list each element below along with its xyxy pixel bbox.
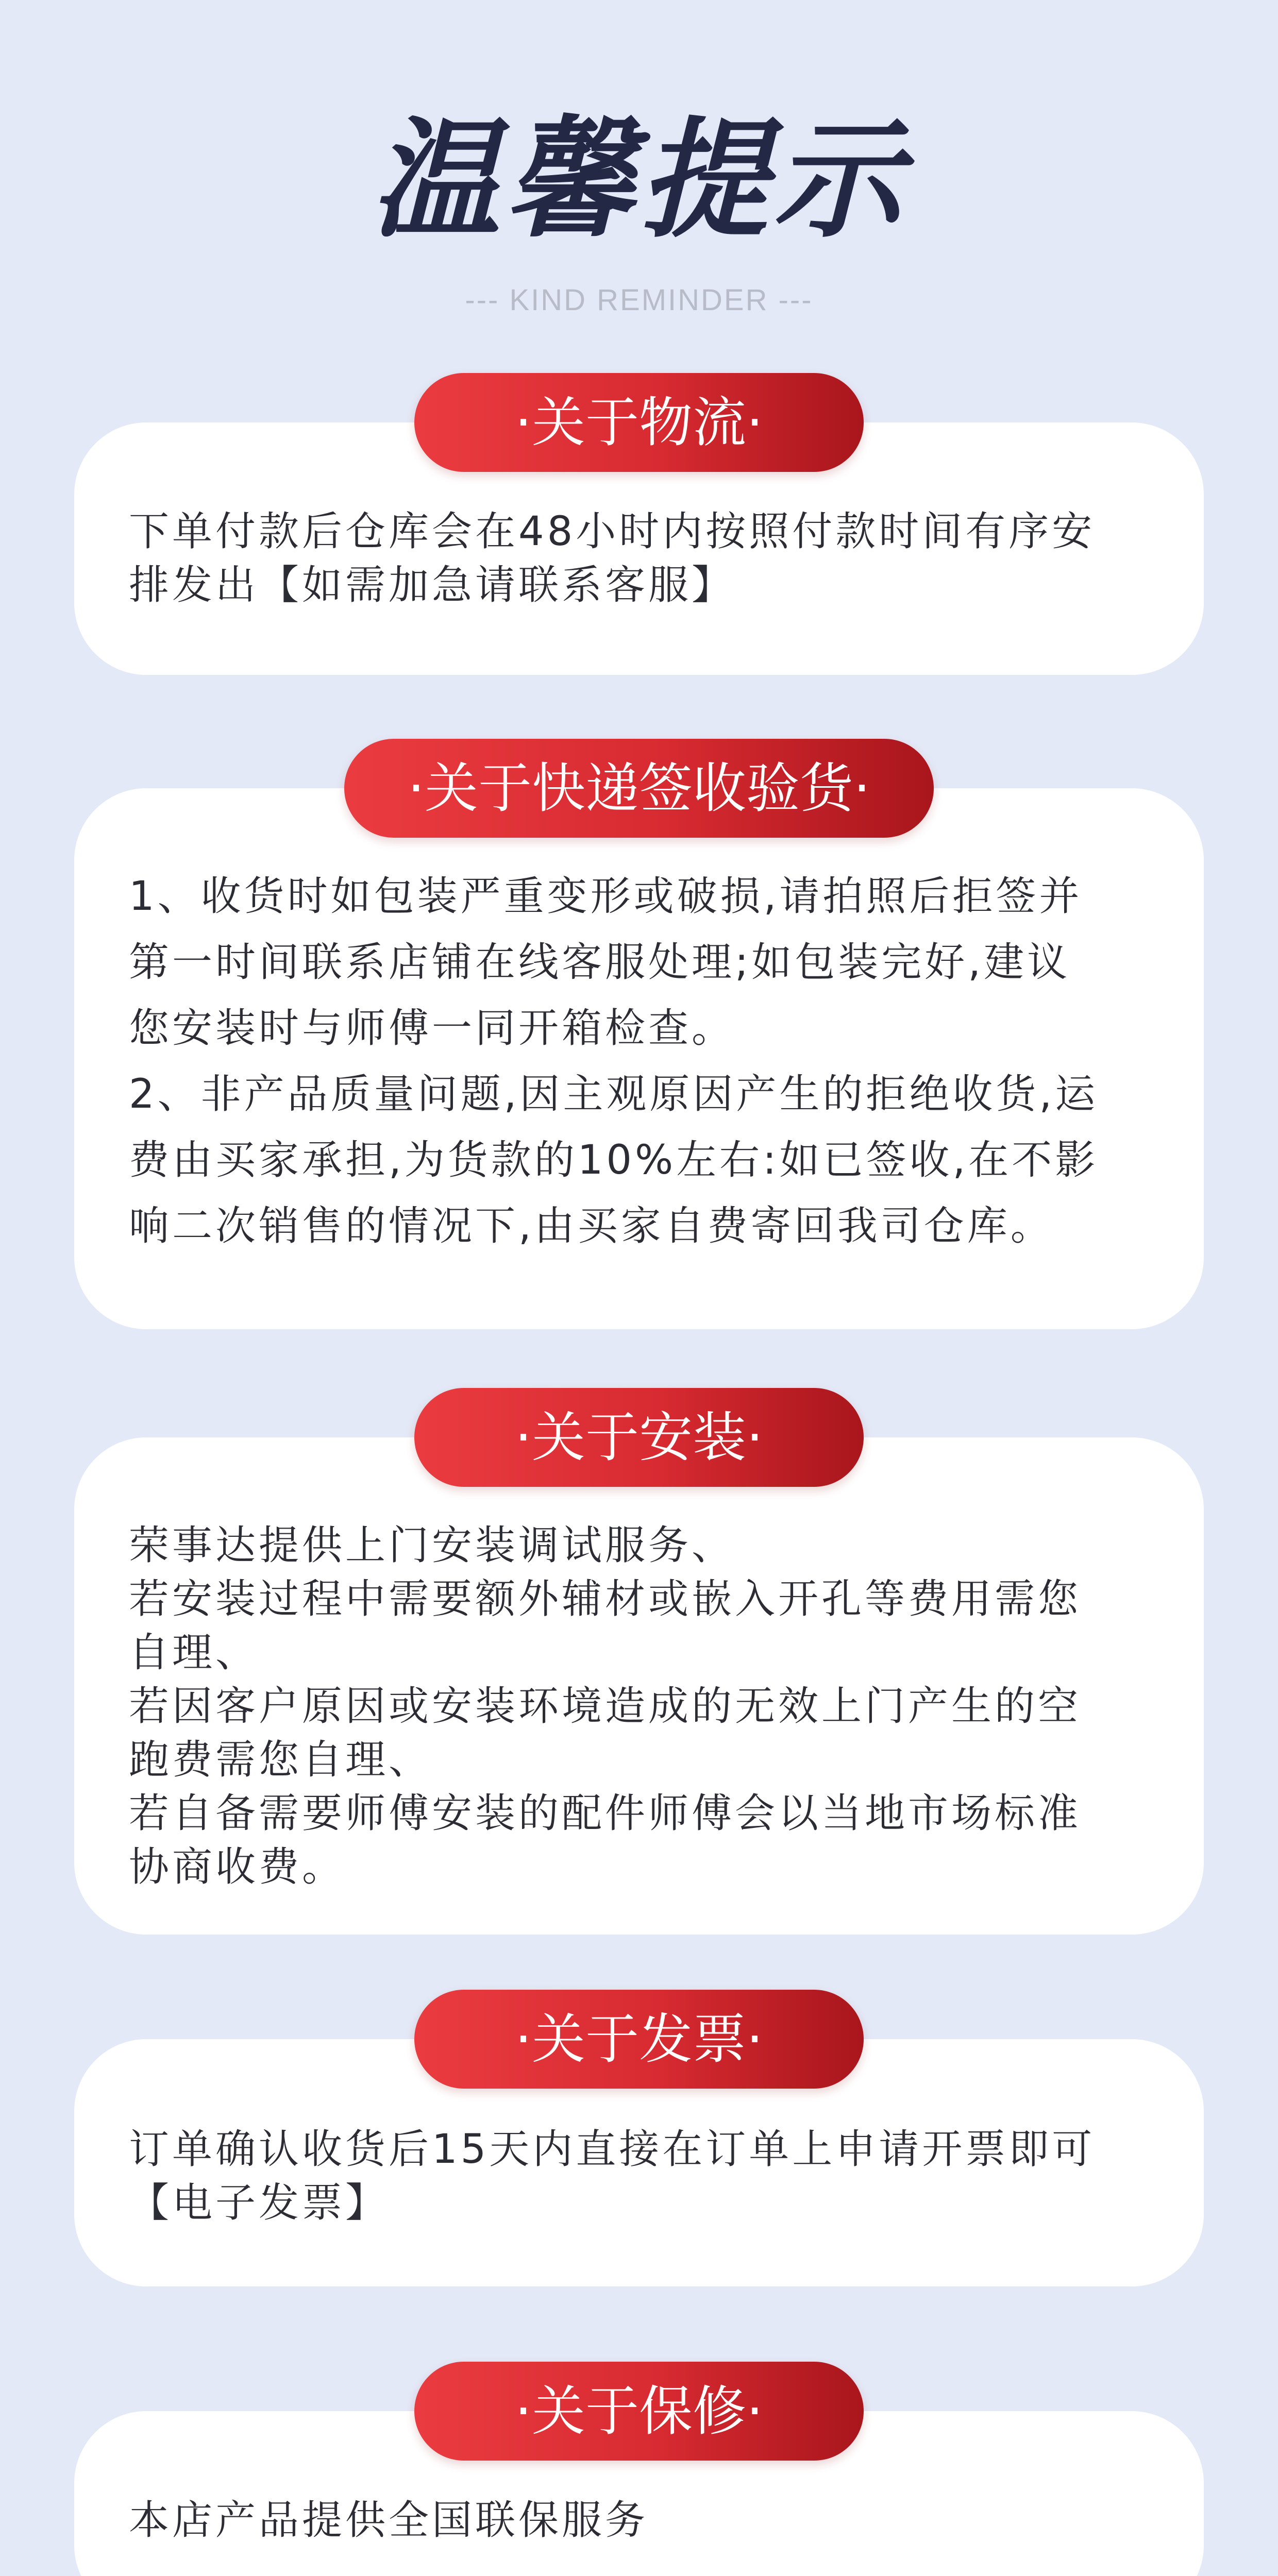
text-line: 响二次销售的情况下,由买家自费寄回我司仓库。	[129, 1203, 1054, 1249]
text-line: 自理、	[129, 1630, 259, 1676]
text-line: 订单确认收货后15天内直接在订单上申请开票即可	[129, 2126, 1096, 2173]
section-body-warranty	[129, 2494, 1159, 2547]
text-line: 排发出【如需加急请联系客服】	[129, 562, 735, 608]
page-subtitle: --- KIND REMINDER ---	[465, 283, 813, 317]
text-line: 费由买家承担,为货款的10%左右:如已签收,在不影	[129, 1137, 1099, 1183]
text-line: 【电子发票】	[129, 2180, 389, 2226]
section-body-installation	[129, 1519, 1159, 1894]
text-line: 跑费需您自理、	[129, 1737, 432, 1783]
section-title-installation: ·关于安装·	[414, 1388, 864, 1487]
section-body-invoice	[129, 2123, 1159, 2230]
section-body-logistics	[129, 505, 1159, 612]
text-line: 下单付款后仓库会在48小时内按照付款时间有序安	[129, 509, 1096, 555]
text-line: 协商收费。	[129, 1844, 346, 1890]
text-line: 本店产品提供全国联保服务	[129, 2497, 649, 2544]
text-line: 2、非产品质量问题,因主观原因产生的拒绝收货,运	[129, 1071, 1099, 1117]
text-line: 1、收货时如包装严重变形或破损,请拍照后拒签并	[129, 873, 1083, 920]
section-title-invoice: ·关于发票·	[414, 1990, 864, 2089]
page-header	[0, 0, 1278, 340]
section-title-delivery: ·关于快递签收验货·	[344, 739, 934, 838]
section-title-logistics: ·关于物流·	[414, 373, 864, 472]
text-line: 若自备需要师傅安装的配件师傅会以当地市场标准	[129, 1790, 1082, 1837]
text-line: 第一时间联系店铺在线客服处理;如包装完好,建议	[129, 939, 1071, 986]
text-line: 若安装过程中需要额外辅材或嵌入开孔等费用需您	[129, 1576, 1082, 1622]
text-line: 荣事达提供上门安装调试服务、	[129, 1522, 735, 1569]
text-line: 您安装时与师傅一同开箱检查。	[129, 1005, 735, 1052]
section-body-delivery	[129, 863, 1159, 1259]
text-line: 若因客户原因或安装环境造成的无效上门产生的空	[129, 1683, 1082, 1730]
page-title: 温馨提示	[371, 105, 907, 255]
section-title-warranty: ·关于保修·	[414, 2362, 864, 2461]
